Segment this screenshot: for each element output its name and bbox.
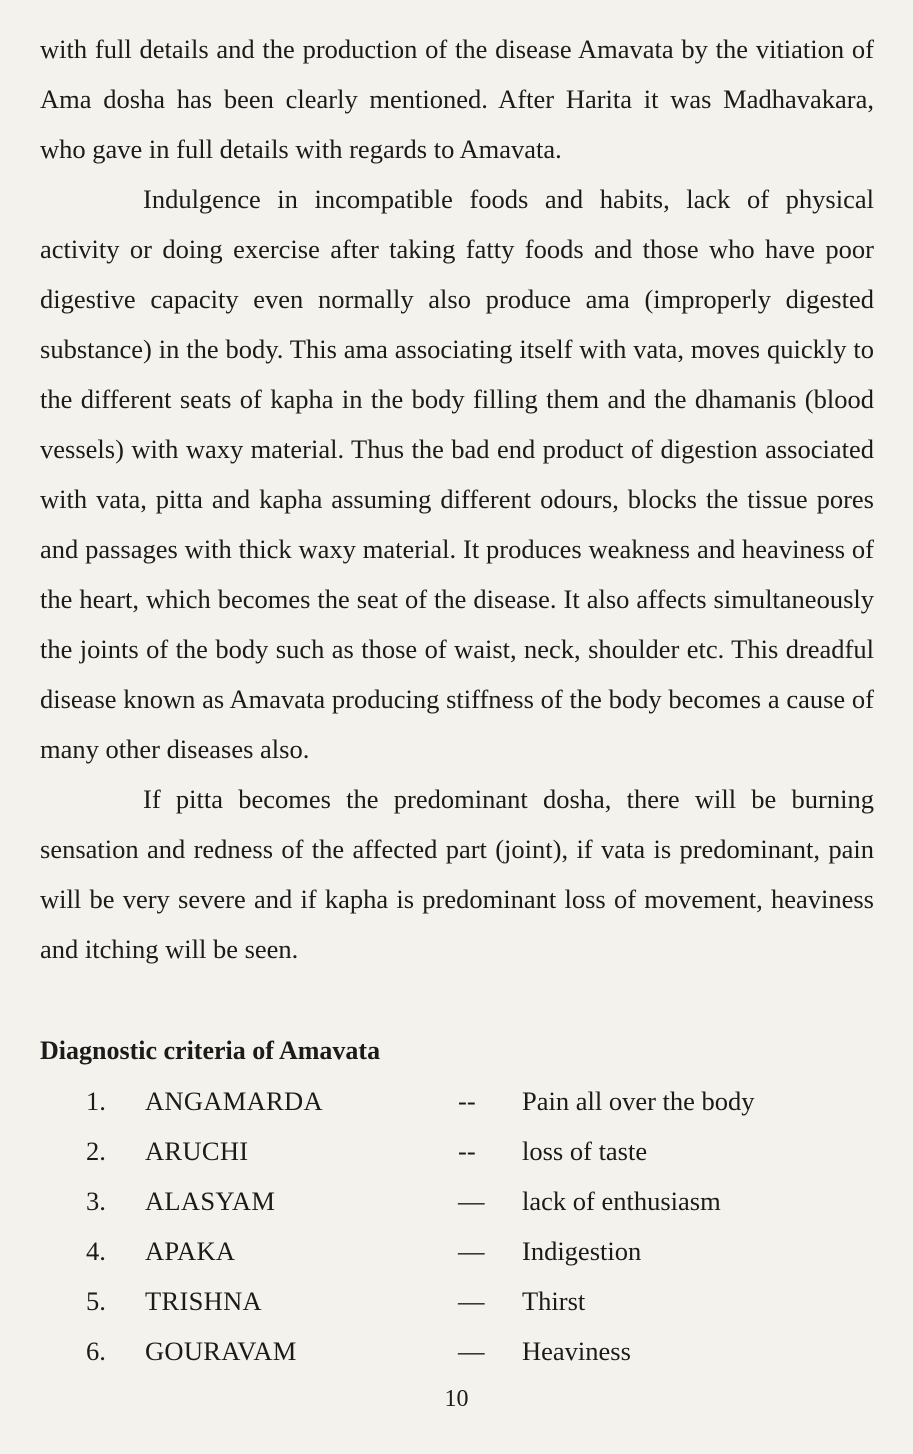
item-meaning: Pain all over the body bbox=[522, 1086, 755, 1116]
paragraph-2: Indulgence in incompatible foods and habits, lack of physical activity or doing exercise after taking fatty foods and those who have poor digestive capacity even normally also produce ama (improperly digested substance) in the body. This ama associating itself with vata, moves quickly to the different seats of kapha in the body filling them and the dhamanis (blood vessels) with waxy material. Thus the bad end product of digestion associated with vata, pitta and kapha assuming different odours, blocks the tissue pores and passages with thick waxy material. It produces weakness and heaviness of the heart, which becomes the seat of the disease. It also affects simultaneously the joints of the body such as those of waist, neck, shoulder etc. This dreadful disease known as Amavata producing stiffness of the body becomes a cause of many other diseases also. bbox=[40, 184, 874, 764]
item-number: 6. bbox=[86, 1336, 106, 1366]
item-term: ALASYAM bbox=[145, 1186, 276, 1216]
item-dash: — bbox=[458, 1186, 485, 1216]
item-meaning: lack of enthusiasm bbox=[522, 1186, 721, 1216]
list-item bbox=[0, 1126, 913, 1176]
item-meaning: loss of taste bbox=[522, 1136, 648, 1166]
section-heading: Diagnostic criteria of Amavata bbox=[40, 1036, 381, 1065]
paragraph-3: If pitta becomes the predominant dosha, there will be burning sensation and redness of the affected part (joint), if vata is predominant, pain will be very severe and if kapha is predominant loss of movement, heaviness and itching will be seen. bbox=[40, 784, 874, 964]
list-item bbox=[0, 1276, 913, 1326]
item-term: ARUCHI bbox=[145, 1136, 249, 1166]
list-item bbox=[0, 1076, 913, 1126]
item-dash: — bbox=[458, 1286, 485, 1316]
item-term: GOURAVAM bbox=[145, 1336, 297, 1366]
item-number: 4. bbox=[86, 1236, 106, 1266]
item-term: APAKA bbox=[145, 1236, 236, 1266]
body-text bbox=[40, 24, 874, 974]
item-dash: — bbox=[458, 1236, 485, 1266]
item-dash: -- bbox=[458, 1086, 476, 1116]
item-number: 5. bbox=[86, 1286, 106, 1316]
item-number: 1. bbox=[86, 1086, 106, 1116]
paragraph-1: with full details and the production of the disease Amavata by the vitiation of Ama dosha has been clearly mentioned. After Harita it was Madhavakara, who gave in full details with regards to Amavata. bbox=[40, 34, 874, 164]
item-number: 2. bbox=[86, 1136, 106, 1166]
item-dash: — bbox=[458, 1336, 485, 1366]
item-dash: -- bbox=[458, 1136, 476, 1166]
item-term: TRISHNA bbox=[145, 1286, 262, 1316]
list-item bbox=[0, 1226, 913, 1276]
item-number: 3. bbox=[86, 1186, 106, 1216]
item-meaning: Heaviness bbox=[522, 1336, 631, 1366]
criteria-list bbox=[0, 1076, 913, 1376]
item-term: ANGAMARDA bbox=[145, 1086, 323, 1116]
item-meaning: Indigestion bbox=[522, 1236, 642, 1266]
list-item bbox=[0, 1326, 913, 1376]
page-number: 10 bbox=[444, 1386, 469, 1412]
item-meaning: Thirst bbox=[522, 1286, 586, 1316]
list-item bbox=[0, 1176, 913, 1226]
